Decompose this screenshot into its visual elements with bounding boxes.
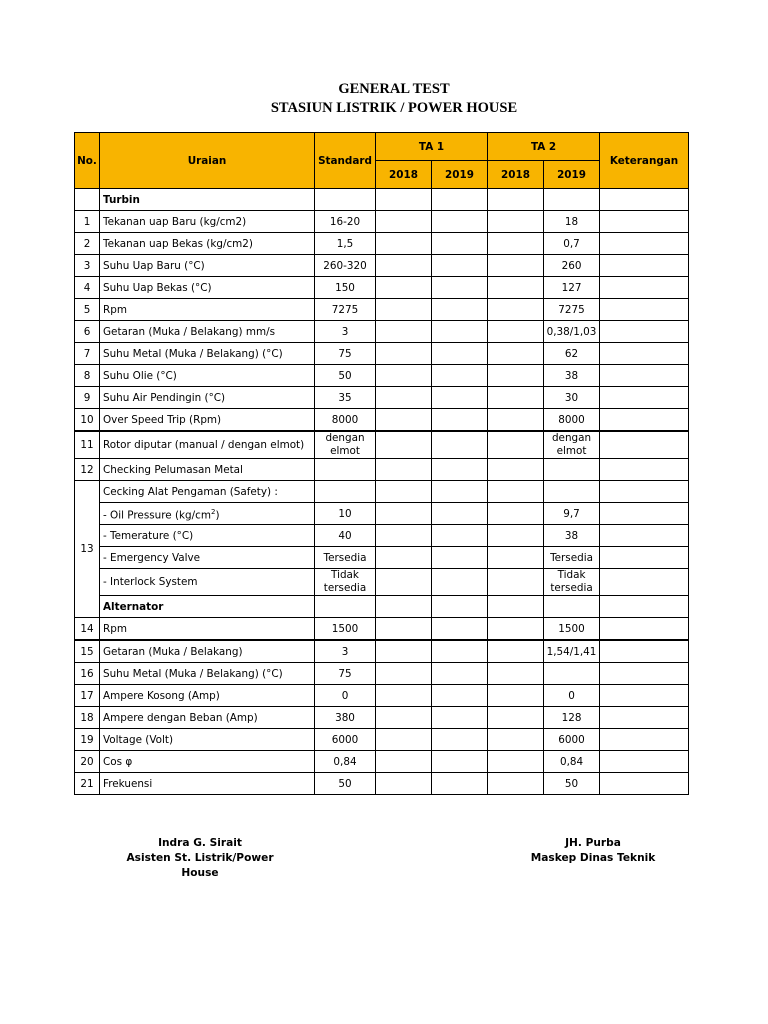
- row-no: 17: [75, 685, 100, 707]
- row-uraian: Cos φ: [100, 751, 315, 773]
- row-uraian: Rotor diputar (manual / dengan elmot): [100, 431, 315, 459]
- row-ta2-2019: 38: [544, 365, 600, 387]
- table-row: [75, 640, 689, 663]
- row-ta2-2019: 7275: [544, 299, 600, 321]
- row-ta2-2019: dengan elmot: [544, 431, 600, 459]
- row-standard: 50: [315, 773, 376, 795]
- header-uraian: Uraian: [100, 133, 315, 189]
- table-row: [75, 233, 689, 255]
- row-ta2-2019: [544, 459, 600, 481]
- row-no: 15: [75, 640, 100, 663]
- row-standard: 1,5: [315, 233, 376, 255]
- row-standard: 6000: [315, 729, 376, 751]
- table-row: [75, 409, 689, 432]
- general-test-table: [74, 132, 689, 795]
- row-ta2-2019: 0: [544, 685, 600, 707]
- group-13-header-row: [75, 481, 689, 503]
- row-no: 6: [75, 321, 100, 343]
- table-row: [75, 773, 689, 795]
- row-ta2-2019: 0,84: [544, 751, 600, 773]
- row-standard: [315, 459, 376, 481]
- table-row: [75, 387, 689, 409]
- row-standard: 75: [315, 663, 376, 685]
- table-row: [75, 365, 689, 387]
- header-keterangan: Keterangan: [600, 133, 689, 189]
- row-uraian: - Emergency Valve: [100, 547, 315, 569]
- row-uraian: Ampere dengan Beban (Amp): [100, 707, 315, 729]
- table-row: [75, 343, 689, 365]
- row-uraian: Suhu Metal (Muka / Belakang) (°C): [100, 663, 315, 685]
- signature-left: [108, 836, 292, 881]
- section-row-turbin: [75, 189, 689, 211]
- row-standard: 16-20: [315, 211, 376, 233]
- row-ta2-2019: 18: [544, 211, 600, 233]
- row-uraian: Voltage (Volt): [100, 729, 315, 751]
- table-row: [75, 685, 689, 707]
- signature-left-title: Asisten St. Listrik/Power House: [126, 852, 274, 879]
- row-uraian: - Temerature (°C): [100, 525, 315, 547]
- row-ta2-2019: 38: [544, 525, 600, 547]
- header-ta1: TA 1: [376, 133, 488, 161]
- row-standard: 3: [315, 640, 376, 663]
- row-no: 14: [75, 618, 100, 641]
- row-uraian: Rpm: [100, 618, 315, 641]
- row-standard: Tidak tersedia: [315, 569, 376, 596]
- row-uraian: Over Speed Trip (Rpm): [100, 409, 315, 432]
- header-ta1-2018: 2018: [376, 161, 432, 189]
- signature-right: [518, 836, 668, 866]
- row-uraian: Getaran (Muka / Belakang) mm/s: [100, 321, 315, 343]
- row-ta2-2019: 127: [544, 277, 600, 299]
- table-row: [75, 618, 689, 641]
- group-13-label: Cecking Alat Pengaman (Safety) :: [100, 481, 315, 503]
- row-standard: 1500: [315, 618, 376, 641]
- row-no: 3: [75, 255, 100, 277]
- row-no: 16: [75, 663, 100, 685]
- row-standard: 3: [315, 321, 376, 343]
- row-no: 1: [75, 211, 100, 233]
- row-uraian: Suhu Uap Baru (°C): [100, 255, 315, 277]
- header-no: No.: [75, 133, 100, 189]
- row-no: 13: [75, 481, 100, 618]
- table-row: [75, 255, 689, 277]
- document-title: GENERAL TEST: [338, 81, 450, 97]
- row-ta2-2019: 0,38/1,03: [544, 321, 600, 343]
- row-ta2-2019: Tersedia: [544, 547, 600, 569]
- row-uraian: - Interlock System: [100, 569, 315, 596]
- table-row: [75, 299, 689, 321]
- table-header-row: [75, 133, 689, 161]
- row-uraian: Tekanan uap Baru (kg/cm2): [100, 211, 315, 233]
- table-row: [75, 729, 689, 751]
- section-label: Turbin: [100, 189, 315, 211]
- row-no: 2: [75, 233, 100, 255]
- section-row-alternator: [75, 596, 689, 618]
- row-uraian: Getaran (Muka / Belakang): [100, 640, 315, 663]
- header-ta1-2019: 2019: [432, 161, 488, 189]
- row-ta2-2019: 128: [544, 707, 600, 729]
- document-subtitle: STASIUN LISTRIK / POWER HOUSE: [270, 100, 518, 116]
- row-ta2-2019: 6000: [544, 729, 600, 751]
- row-ta2-2019: 9,7: [544, 503, 600, 525]
- table-row: [75, 547, 689, 569]
- row-standard: 380: [315, 707, 376, 729]
- table-row: [75, 431, 689, 459]
- row-uraian: - Oil Pressure $(kg/cm^2)$: [100, 503, 315, 525]
- row-no: 4: [75, 277, 100, 299]
- row-ta2-2019: 30: [544, 387, 600, 409]
- row-standard: 260-320: [315, 255, 376, 277]
- row-standard: 150: [315, 277, 376, 299]
- row-uraian: Suhu Metal (Muka / Belakang) (°C): [100, 343, 315, 365]
- section-label: Alternator: [100, 596, 315, 618]
- row-standard: dengan elmot: [315, 431, 376, 459]
- row-no: 7: [75, 343, 100, 365]
- row-no: 19: [75, 729, 100, 751]
- row-standard: 7275: [315, 299, 376, 321]
- row-ta2-2019: 62: [544, 343, 600, 365]
- row-no: 12: [75, 459, 100, 481]
- table-row: [75, 707, 689, 729]
- row-standard: 10: [315, 503, 376, 525]
- signature-right-title: Maskep Dinas Teknik: [530, 852, 656, 864]
- signature-left-name: Indra G. Sirait: [158, 837, 242, 849]
- row-standard: 40: [315, 525, 376, 547]
- row-standard: 0: [315, 685, 376, 707]
- row-standard: 50: [315, 365, 376, 387]
- row-ta2-2019: 260: [544, 255, 600, 277]
- row-no: 18: [75, 707, 100, 729]
- row-no: 9: [75, 387, 100, 409]
- row-standard: 35: [315, 387, 376, 409]
- table-row: [75, 503, 689, 525]
- table-row: [75, 277, 689, 299]
- row-no: 5: [75, 299, 100, 321]
- row-standard: 8000: [315, 409, 376, 432]
- row-no: 11: [75, 431, 100, 459]
- header-ta2-2018: 2018: [488, 161, 544, 189]
- header-ta2-2019: 2019: [544, 161, 600, 189]
- table-row: [75, 663, 689, 685]
- table-row: [75, 751, 689, 773]
- row-uraian: Rpm: [100, 299, 315, 321]
- table-row: [75, 211, 689, 233]
- row-uraian: Suhu Olie (°C): [100, 365, 315, 387]
- table-row: [75, 525, 689, 547]
- row-standard: Tersedia: [315, 547, 376, 569]
- row-no: 10: [75, 409, 100, 432]
- row-ta2-2019: 8000: [544, 409, 600, 432]
- row-uraian: Ampere Kosong (Amp): [100, 685, 315, 707]
- header-ta2: TA 2: [488, 133, 600, 161]
- signature-right-name: JH. Purba: [565, 837, 621, 849]
- table-row: [75, 321, 689, 343]
- row-uraian: Suhu Uap Bekas (°C): [100, 277, 315, 299]
- row-uraian: Frekuensi: [100, 773, 315, 795]
- row-uraian: Tekanan uap Bekas (kg/cm2): [100, 233, 315, 255]
- row-no: 21: [75, 773, 100, 795]
- row-ta2-2019: 1,54/1,41: [544, 640, 600, 663]
- row-standard: 0,84: [315, 751, 376, 773]
- row-no: 8: [75, 365, 100, 387]
- row-ta2-2019: 0,7: [544, 233, 600, 255]
- row-ta2-2019: 50: [544, 773, 600, 795]
- row-ta2-2019: [544, 663, 600, 685]
- row-standard: 75: [315, 343, 376, 365]
- row-no: 20: [75, 751, 100, 773]
- table-row: [75, 569, 689, 596]
- row-ta2-2019: Tidak tersedia: [544, 569, 600, 596]
- row-uraian: Checking Pelumasan Metal: [100, 459, 315, 481]
- header-standard: Standard: [315, 133, 376, 189]
- row-uraian: Suhu Air Pendingin (°C): [100, 387, 315, 409]
- row-ta2-2019: 1500: [544, 618, 600, 641]
- table-row: [75, 459, 689, 481]
